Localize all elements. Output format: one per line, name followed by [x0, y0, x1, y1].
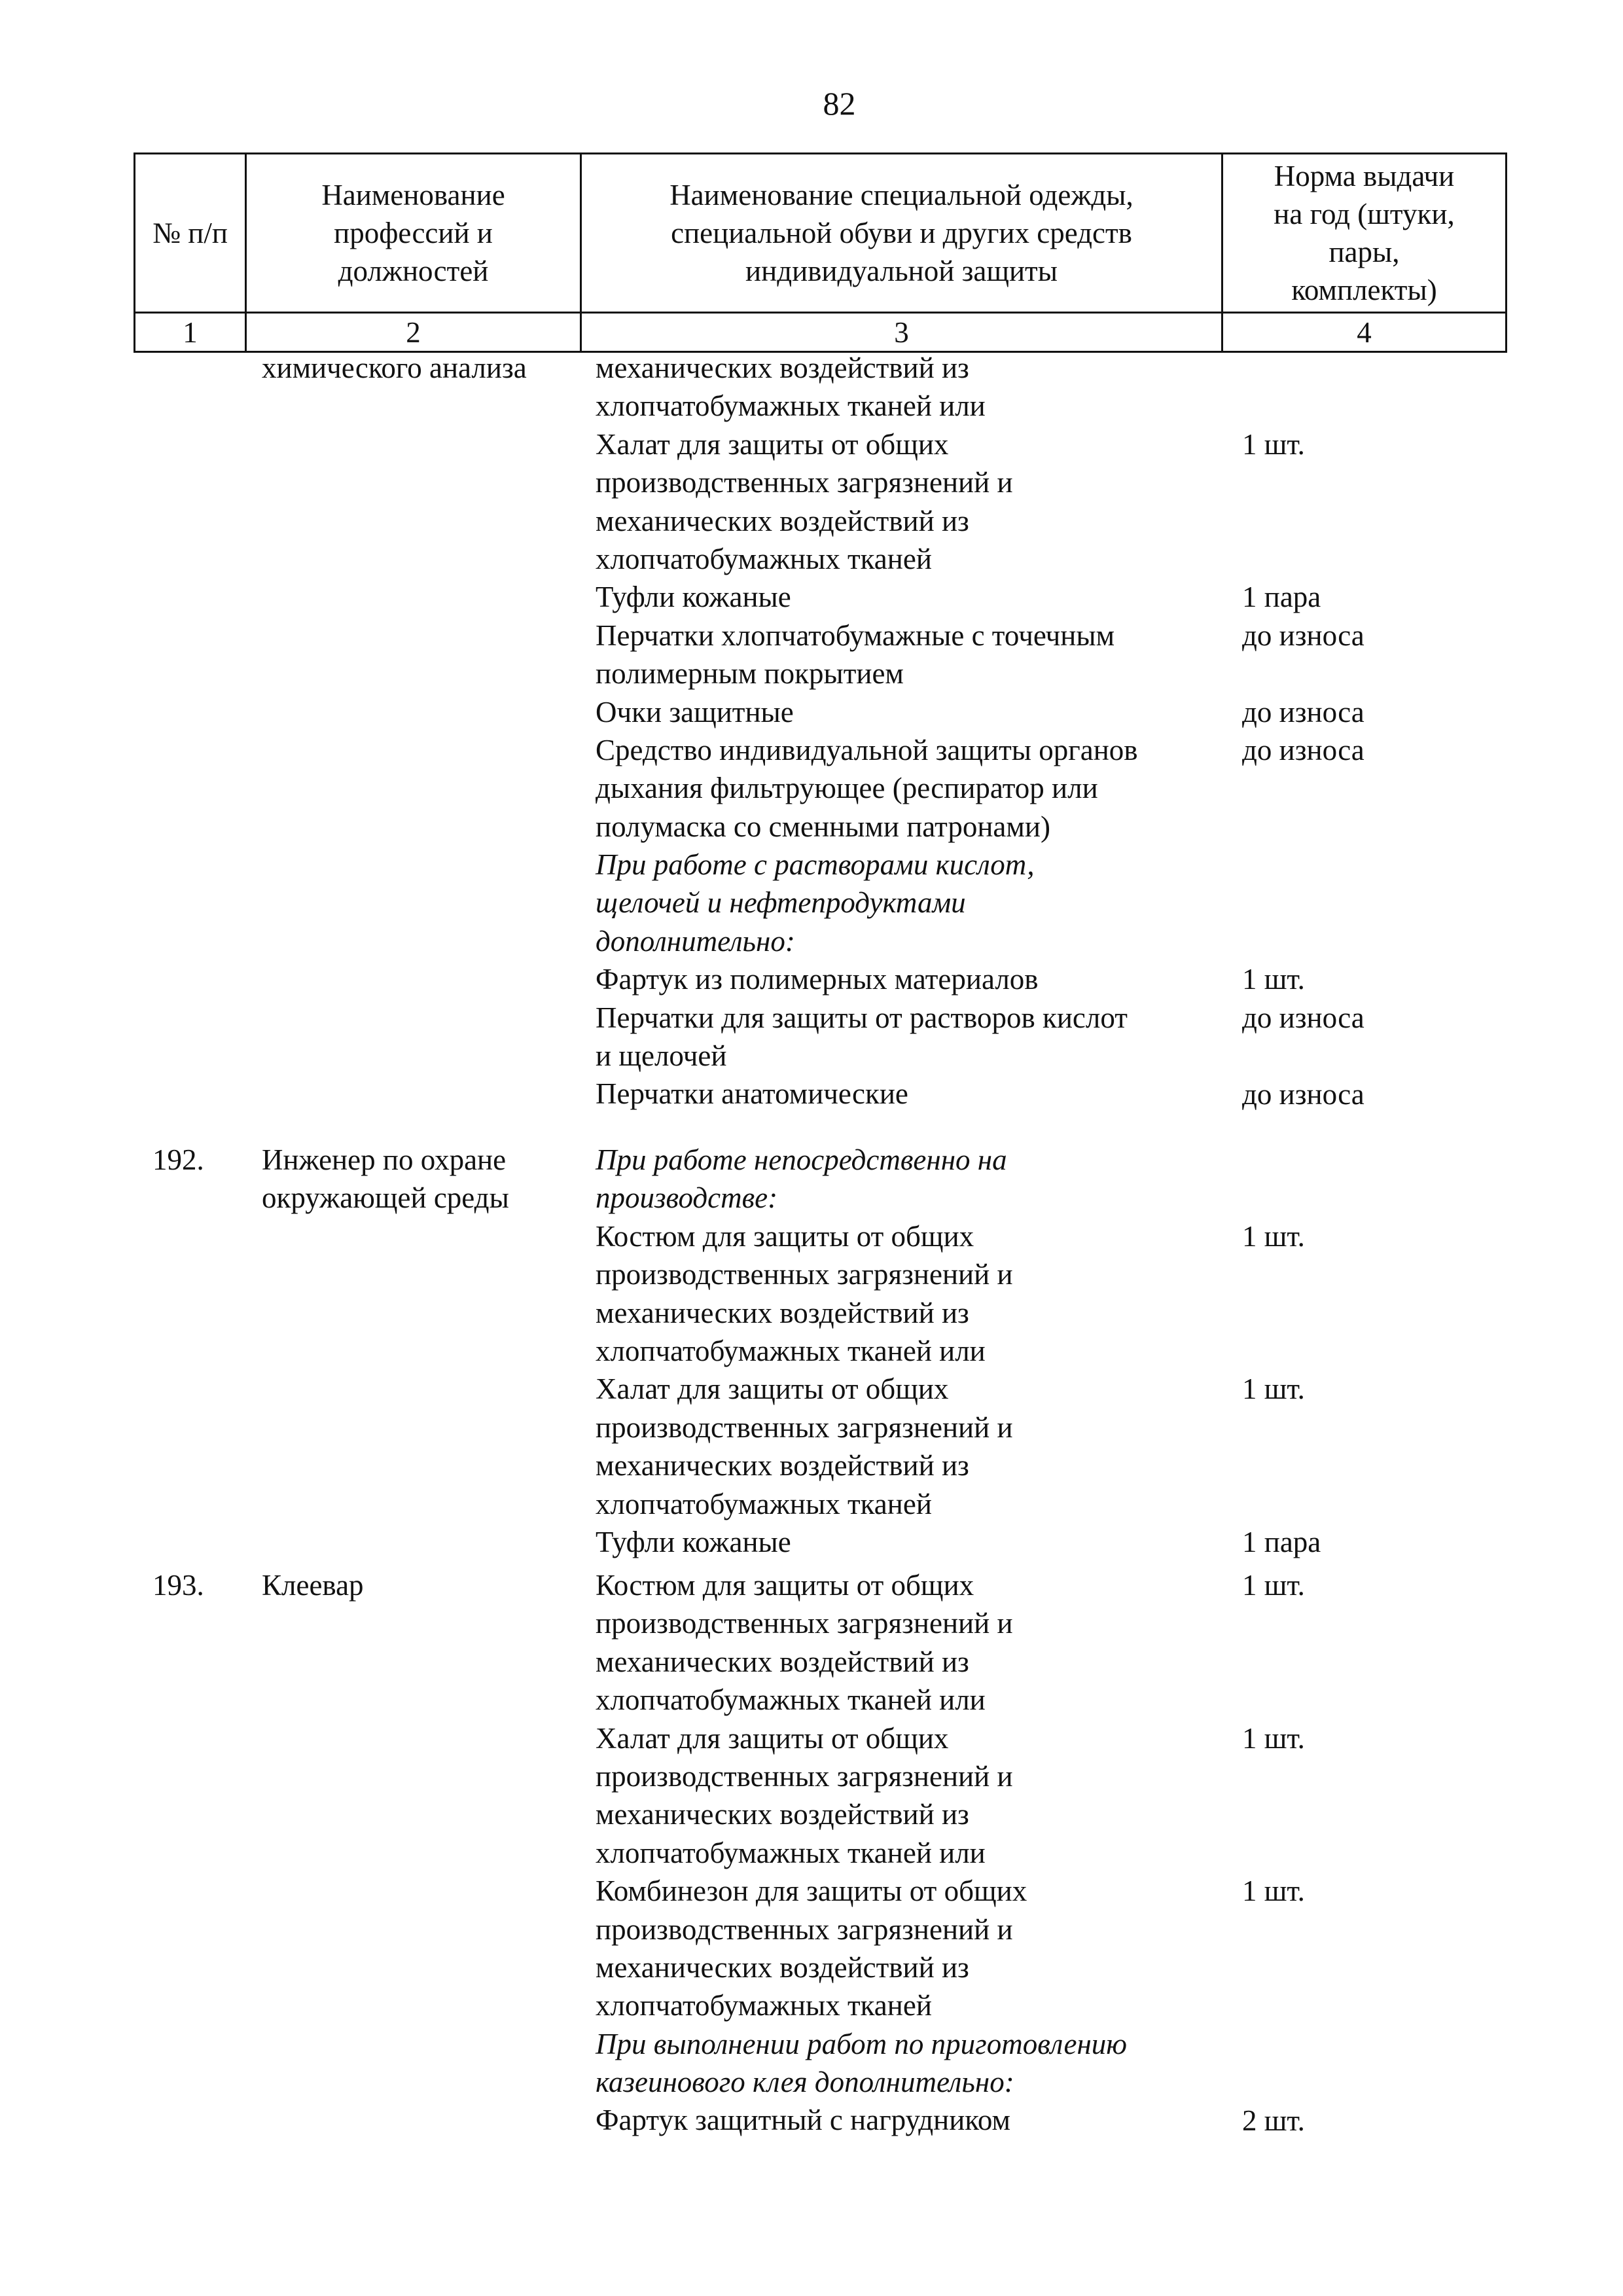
equipment-list — [596, 1566, 1224, 2140]
row-number: 193. — [152, 1569, 204, 1602]
equipment-item: Халат для защиты от общих производственных загрязнений и механических воздействий из хлопчатобумажных тканей или — [596, 1721, 1013, 1869]
column-number-3: 3 — [581, 313, 1222, 352]
norm-value: 1 шт. — [1242, 1219, 1305, 1253]
equipment-item: Костюм для защиты от общих производственных загрязнений и механических воздействий из хлопчатобумажных тканей или — [596, 1219, 1013, 1367]
norm-value: до износа — [1242, 619, 1364, 652]
norm-value: 1 пара — [1242, 581, 1321, 614]
profession-name: Инженер по охране окружающей среды — [262, 1143, 509, 1215]
norm-value: 1 шт. — [1242, 1874, 1305, 1908]
equipment-item: Туфли кожаные — [596, 581, 791, 614]
equipment-list — [596, 1141, 1224, 1561]
equipment-item: Халат для защиты от общих производственных загрязнений и механических воздействий из хлопчатобумажных тканей — [596, 1372, 1013, 1520]
norm-value: до износа — [1242, 1077, 1364, 1111]
condition-note: При работе с растворами кислот, щелочей и нефтепродуктами дополнительно: — [596, 848, 1035, 958]
condition-note: При выполнении работ по приготовлению казеинового клея дополнительно: — [596, 2027, 1128, 2099]
norm-value: до износа — [1242, 734, 1364, 766]
norm-value: 1 шт. — [1242, 1569, 1305, 1602]
column-number-4: 4 — [1222, 313, 1507, 352]
norm-value: 1 шт. — [1242, 1721, 1305, 1755]
equipment-item: Фартук из полимерных материалов — [596, 963, 1039, 996]
norm-value: 2 шт. — [1242, 2104, 1305, 2137]
equipment-item: Фартук защитный с нагрудником — [596, 2104, 1010, 2137]
norm-value: до износа — [1242, 695, 1364, 728]
equipment-item: Очки защитные — [596, 695, 794, 728]
equipment-item: Перчатки для защиты от растворов кислот и щелочей — [596, 1001, 1128, 1073]
equipment-item: Средство индивидуальной защиты органов дыхания фильтрующее (респиратор или полумаска со сменными патронами) — [596, 733, 1138, 843]
norm-value: 1 шт. — [1242, 963, 1305, 996]
norm-value: 1 шт. — [1242, 427, 1305, 461]
norm-value: 1 пара — [1242, 1526, 1321, 1558]
equipment-item: Перчатки хлопчатобумажные с точечным полимерным покрытием — [596, 619, 1115, 691]
equipment-list — [596, 349, 1224, 1113]
norm-value: до износа — [1242, 1001, 1364, 1034]
condition-note: При работе непосредственно на производстве: — [596, 1143, 1007, 1215]
equipment-item: Комбинезон для защиты от общих производственных загрязнений и механических воздействий из хлопчатобумажных тканей — [596, 1874, 1027, 2022]
profession-name: химического анализа — [262, 351, 527, 384]
header-norm: Норма выдачи на год (штуки, пары, комплекты) — [1222, 154, 1507, 313]
equipment-item: Костюм для защиты от общих производственных загрязнений и механических воздействий из хлопчатобумажных тканей или — [596, 1569, 1013, 1717]
page-number: 82 — [823, 85, 856, 122]
equipment-item: механических воздействий из хлопчатобумажных тканей или — [596, 351, 986, 423]
table-header — [134, 152, 1507, 353]
column-number-1: 1 — [135, 313, 246, 352]
equipment-item: Халат для защиты от общих производственных загрязнений и механических воздействий из хлопчатобумажных тканей — [596, 427, 1013, 575]
row-number: 192. — [152, 1143, 204, 1176]
profession-name: Клеевар — [262, 1569, 364, 1602]
equipment-item: Туфли кожаные — [596, 1525, 791, 1558]
norm-value: 1 шт. — [1242, 1372, 1305, 1406]
header-equipment: Наименование специальной одежды, специальной обуви и других средств индивидуальной защиты — [581, 154, 1222, 313]
equipment-item: Перчатки анатомические — [596, 1077, 908, 1111]
column-number-2: 2 — [246, 313, 581, 352]
header-profession: Наименование профессий и должностей — [246, 154, 581, 313]
header-number: № п/п — [135, 154, 246, 313]
